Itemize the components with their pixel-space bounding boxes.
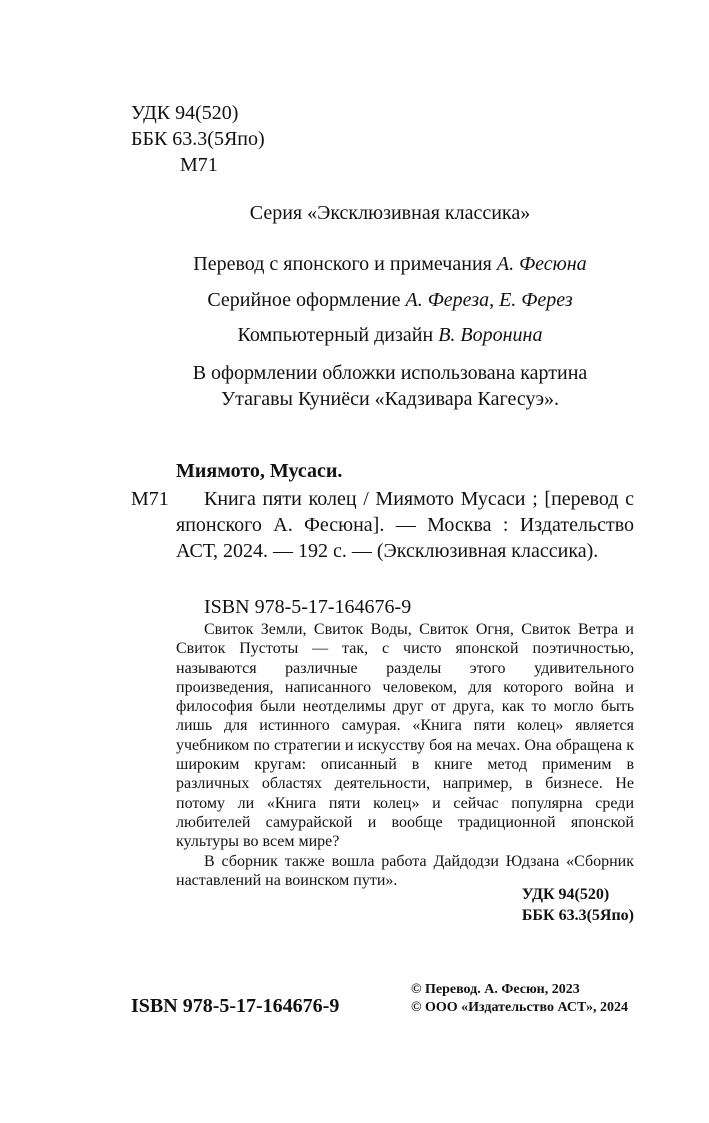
translator-name: А. Фесюна	[496, 253, 587, 275]
footer-classification	[522, 884, 634, 926]
annotation-paragraph-1: Свиток Земли, Свиток Воды, Свиток Огня, Свиток Ветра и Свиток Пустоты — так, с чисто японской поэтичностью, называются различные разделы этого удивительного произведения, написанного человеком, для которого война и философия были неотделимы друг от друга, как то могло быть лишь для истинного самурая. «Книга пяти колец» является учебником по стратегии и искусству боя на мечах. Она обращена к широким кругам: описанный в книге метод применим в различных областях деятельности, например, в бизнесе. Не потому ли «Книга пяти колец» и сейчас популярна среди любителей самурайской и вообще традиционной японской культуры во всем мире?	[176, 621, 634, 851]
bibliographic-description: Книга пяти колец / Миямото Мусаси ; [перевод с японского А. Фесюна]. — Москва : Издательство АСТ, 2024. — 192 с. — (Эксклюзивная классика).	[176, 488, 634, 562]
translation-credit	[100, 251, 680, 277]
cover-credit-line1: В оформлении обложки использована картина	[192, 362, 588, 384]
copyright-block	[411, 981, 628, 1017]
bbk-code: ББК 63.3(5Япо)	[131, 128, 265, 150]
udk-code: УДК 94(520)	[131, 102, 239, 124]
entry-isbn: ISBN 978-5-17-164676-9	[204, 596, 412, 618]
cover-credit	[100, 360, 680, 412]
author-mark: М71	[180, 154, 218, 176]
classification-block	[131, 100, 265, 178]
translation-label: Перевод с японского и примечания	[193, 253, 492, 275]
footer-isbn: ISBN 978-5-17-164676-9	[131, 995, 340, 1017]
annotation-paragraph-2: В сборник также вошла работа Дайдодзи Юдзана «Сборник наставлений на воинском пути».	[176, 852, 634, 889]
series-line: Серия «Эксклюзивная классика»	[249, 202, 531, 224]
annotation	[176, 620, 634, 890]
designer-names: А. Фереза, Е. Ферез	[405, 289, 573, 311]
design-label: Серийное оформление	[207, 289, 401, 311]
entry-code: М71	[131, 488, 169, 510]
computer-design-label: Компьютерный дизайн	[237, 324, 434, 346]
entry-author: Миямото, Мусаси.	[176, 460, 343, 482]
cover-credit-line2: Утагавы Куниёси «Кадзивара Кагесуэ».	[220, 388, 560, 410]
copyright-publisher: © ООО «Издательство АСТ», 2024	[411, 1000, 629, 1015]
copyright-translation: © Перевод. А. Фесюн, 2023	[411, 982, 580, 997]
design-credit	[100, 287, 680, 313]
footer-udk: УДК 94(520)	[521, 886, 610, 903]
computer-designer-name: В. Воронина	[438, 324, 543, 346]
footer-bbk: ББК 63.3(5Япо)	[521, 907, 634, 924]
computer-design-credit	[100, 322, 680, 348]
